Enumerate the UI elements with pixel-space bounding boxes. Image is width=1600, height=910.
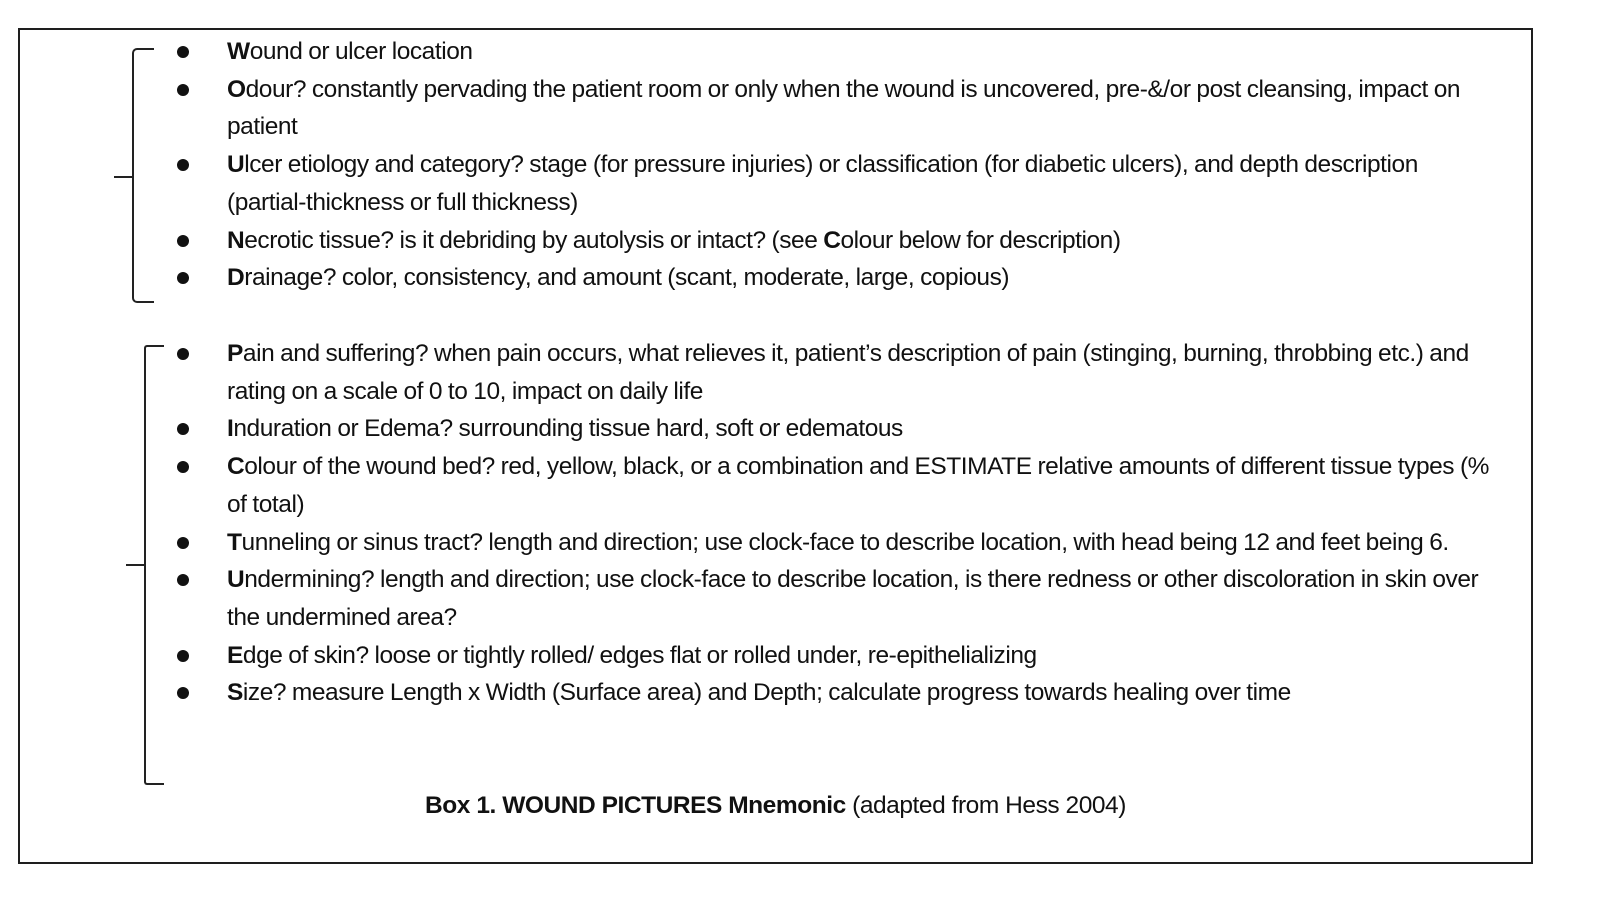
item-lead-letter: C — [227, 453, 245, 481]
item-text: ize? measure Length x Width (Surface area) and Depth; calculate progress towards healing over time — [242, 679, 1291, 707]
item-inline-bold: C — [823, 226, 841, 254]
bullet-icon — [177, 159, 189, 171]
list-item-pain — [20, 335, 1531, 410]
wound-item-list — [20, 33, 1531, 297]
list-item-colour — [20, 448, 1531, 523]
caption-title: Box 1. WOUND PICTURES Mnemonic — [425, 792, 846, 819]
item-lead-letter: N — [227, 226, 245, 254]
mnemonic-box — [18, 28, 1533, 864]
list-item-necrotic — [20, 222, 1531, 260]
list-item-tunneling — [20, 524, 1531, 562]
item-text: ain and suffering? when pain occurs, what relieves it, patient’s description of pain (stinging, burning, throbbing etc.) and rating on a scale of 0 to 10, impact on daily life — [227, 340, 1469, 405]
item-text: rainage? color, consistency, and amount (scant, moderate, large, copious) — [244, 264, 1010, 292]
item-text: unneling or sinus tract? length and direction; use clock-face to describe location, with head being 12 and feet being 6. — [241, 528, 1449, 556]
pictures-item-list — [20, 335, 1531, 712]
bullet-icon — [177, 574, 189, 586]
bullet-icon — [177, 348, 189, 360]
item-lead-letter: P — [227, 340, 243, 367]
bullet-icon — [177, 687, 189, 699]
item-text: olour below for description) — [840, 226, 1121, 254]
item-lead-letter: I — [227, 415, 234, 443]
list-item-edge — [20, 637, 1531, 675]
bullet-icon — [177, 650, 189, 662]
item-lead-letter: T — [227, 528, 242, 556]
box-caption — [20, 787, 1531, 824]
bullet-icon — [177, 423, 189, 435]
item-lead-letter: S — [227, 679, 243, 707]
bullet-icon — [177, 461, 189, 473]
item-lead-letter: U — [227, 566, 245, 594]
list-item-induration — [20, 410, 1531, 448]
item-text: dge of skin? loose or tightly rolled/ edges flat or rolled under, re-epithelializing — [242, 641, 1037, 669]
item-lead-letter: D — [227, 264, 245, 292]
list-item-wound — [20, 33, 1531, 71]
item-text: olour of the wound bed? red, yellow, black, or a combination and ESTIMATE relative amounts of different tissue types (% of total) — [227, 453, 1490, 518]
item-lead-letter: O — [227, 75, 246, 103]
bullet-icon — [177, 46, 189, 58]
item-text: dour? constantly pervading the patient room or only when the wound is uncovered, pre-&/or post cleansing, impact on patient — [227, 75, 1461, 141]
item-lead-letter: W — [227, 38, 250, 65]
item-text: nduration or Edema? surrounding tissue hard, soft or edematous — [233, 415, 903, 443]
item-text: lcer etiology and category? stage (for pressure injuries) or classification (for diabetic ulcers), and depth description (partial-thickness or full thickness) — [227, 151, 1418, 216]
list-item-size — [20, 674, 1531, 712]
bullet-icon — [177, 235, 189, 247]
item-lead-letter: E — [227, 641, 243, 669]
item-text: ound or ulcer location — [249, 38, 473, 65]
item-lead-letter: U — [227, 151, 245, 179]
item-text: ndermining? length and direction; use clock-face to describe location, is there redness or other discoloration in skin over the undermined area? — [227, 566, 1479, 631]
list-item-drainage — [20, 259, 1531, 297]
bullet-icon — [177, 272, 189, 284]
list-item-odour — [20, 71, 1531, 146]
bullet-icon — [177, 537, 189, 549]
bullet-icon — [177, 84, 189, 96]
caption-source: (adapted from Hess 2004) — [845, 792, 1126, 819]
item-text: ecrotic tissue? is it debriding by autolysis or intact? (see — [244, 226, 824, 254]
list-item-ulcer — [20, 146, 1531, 221]
list-item-undermining — [20, 561, 1531, 636]
